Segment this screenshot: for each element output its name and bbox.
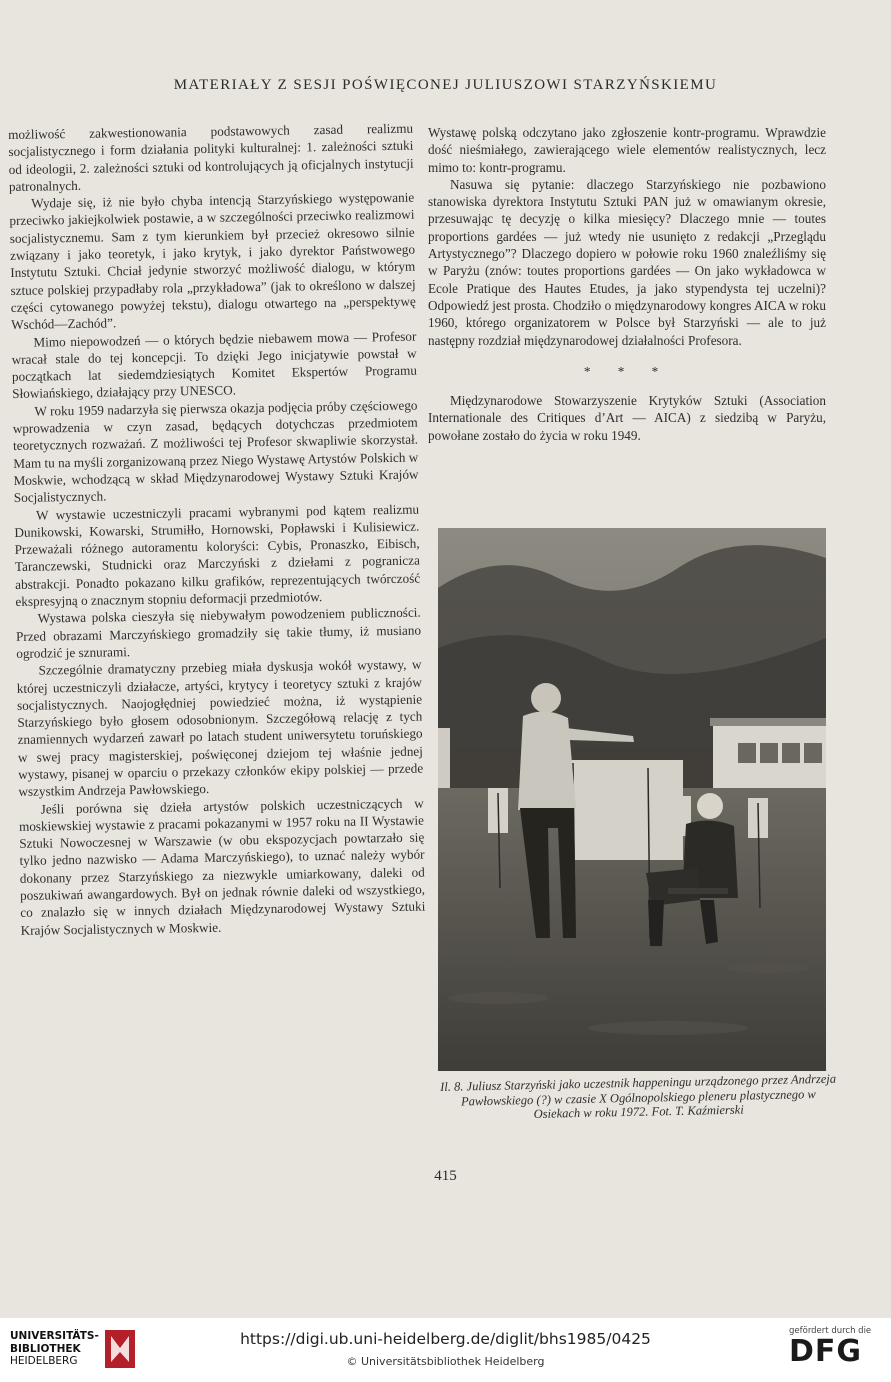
institution-name-line: HEIDELBERG: [10, 1355, 78, 1368]
copyright-notice: © Universitätsbibliothek Heidelberg: [346, 1355, 545, 1368]
institution-name-line: BIBLIOTHEK: [10, 1342, 81, 1355]
photo-caption: Il. 8. Juliusz Starzyński jako uczestnik happeningu urządzonego przez Andrzeja Pawłowskiego (?) w czasie X Ogólnopolskiego pleneru plastycznego w Osiekach w roku 1972. Fot. T. Kaźmierski: [440, 1071, 837, 1122]
left-text-column: [8, 120, 426, 939]
viewer-footer: [0, 1318, 891, 1382]
paragraph: Nasuwa się pytanie: dlaczego Starzyńskiego nie pozbawiono stanowiska dyrektora Instytutu Sztuki PAN już w omawianym okresie, przesuwając tę decyzję o kilka miesięcy? Dlaczego mnie — toutes proportions gardées — już wtedy nie usunięto z redakcji „Przeglądu Artystycznego”? Dlaczego dopiero w połowie roku 1960 znaleźliśmy się w Paryżu (znów: toutes proportions gardées — On jako wykładowca w Ecole Pratique des Hautes Etudes, ja jako stypendysta tej uczelni)? Odpowiedź jest prosta. Chodziło o międzynarodowy kongres AICA w roku 1960, którego organizatorem w Polsce był Starzyński — ale to już następny rozdział międzynarodowej działalności Profesora.: [428, 176, 826, 348]
paragraph: Międzynarodowe Stowarzyszenie Krytyków Sztuki (Association Internationale des Critiques d’Art — AICA) z siedzibą w Paryżu, powołane zostało do życia w roku 1949.: [428, 393, 826, 443]
paragraph: Wystawa polska cieszyła się niebywałym powodzeniem publiczności. Przed obrazami Marczyńskiego gromadziły się takie tłumy, iż musiano ogrodzić je sznurami.: [15, 604, 422, 661]
running-head: MATERIAŁY Z SESJI POŚWIĘCONEJ JULIUSZOWI STARZYŃSKIEMU: [173, 77, 718, 93]
paragraph: W roku 1959 nadarzyła się pierwsza okazja podjęcia próby częściowego wprowadzenia w czyn zasad, będących dotychczas przedmiotem teoretycznych rozważań. Z możliwości tej Profesor skwapliwie skorzystał. Mam tu na myśli zorganizowaną przez Niego Wystawę Artystów Polskich w Moskwie, wchodzącą w skład Międzynarodowej Wystawy Sztuki Krajów Socjalistycznych.: [12, 397, 419, 506]
paragraph: Wystawę polską odczytano jako zgłoszenie kontr-programu. Wprawdzie dość nieśmiałego, zawierającego wiele elementów realistycznych, lecz mimo to: kontr-programu.: [428, 125, 826, 175]
paragraph: W wystawie uczestniczyli pracami wybranymi pod kątem realizmu Dunikowski, Kowarski, Strumiłło, Hornowski, Popławski i Kulisiewicz. Przeważali różnego autoramentu koloryści: Cybis, Pronaszko, Eibisch, Taranczewski, Studnicki oraz Marczyński z dziełami z pogranicza abstrakcji. Ponadto pokazano kilku grafików, reprezentujących twórczość ekspresyjną o znacznym stopniu deformacji przedmiotów.: [14, 501, 421, 609]
paragraph: Jeśli porówna się dzieła artystów polskich uczestniczących w moskiewskiej wystawie z pracami pokazanymi w 1957 roku na II Wystawie Sztuki Nowoczesnej w Warszawie (w obu ekspozycjach powtarzało się tylko jedno nazwisko — Adama Marczyńskiego), to uznać należy wybór dokonany przez Starzyńskiego za niezwykle umiarkowany, daleki od poszukiwań awangardowych. Był on jednak równie daleki od wszystkiego, co znalazło się w innych działach Międzynarodowej Wystawy Sztuki Krajów Socjalistycznych w Moskwie.: [18, 795, 426, 938]
sponsor-label: gefördert durch die: [789, 1326, 872, 1336]
right-text-column: [428, 124, 826, 444]
dfg-logo: DFG: [789, 1334, 863, 1369]
paragraph: możliwość zakwestionowania podstawowych zasad realizmu socjalistycznego i form działania polityki kulturalnej: 1. zależności sztuki od ideologii, 2. zależności sztuki od kontrolujących ją oficjalnych instytucji patronalnych.: [8, 120, 414, 194]
dfg-sponsor[interactable]: [789, 1326, 879, 1368]
paragraph: Mimo niepowodzeń — o których będzie niebawem mowa — Profesor wracał stale do tej koncepcji. To dzięki Jego inicjatywie powstał w początkach lat siedemdziesiątych Komitet Ekspertów Programu Słowiańskiego, działający przy UNESCO.: [11, 328, 418, 402]
institution-name-line: UNIVERSITÄTS-: [10, 1330, 99, 1343]
page-number: 415: [434, 1168, 457, 1184]
happening-photograph: [438, 528, 826, 1071]
permalink-url[interactable]: https://digi.ub.uni-heidelberg.de/diglit/bhs1985/0425: [240, 1330, 651, 1348]
section-break: * * *: [583, 363, 671, 379]
paragraph: Szczególnie dramatyczny przebieg miała dyskusja wokół wystawy, w której uczestniczyli działacze, artyści, krytycy i teoretycy sztuki z krajów socjalistycznych. Naojogłędniej powiedzieć można, iż wystąpienie Starzyńskiego było głosem odosobnionym. Szczegółową relację z tych znamiennych wydarzeń zawarł po latach student uniwersytetu toruńskiego w swej pracy magisterskiej, poświęconej dziejom tej właśnie jednej wystawy, pisanej w oparciu o przekazy członków ekipy polskiej — przede wszystkim Andrzeja Pawłowskiego.: [16, 656, 424, 800]
paragraph: Wydaje się, iż nie było chyba intencją Starzyńskiego występowanie przeciwko jakiejkolwiek postawie, a w szczególności przeciwko realizmowi socjalistycznemu. Sam z tym kierunkiem był przecież okresowo silnie związany i jako teoretyk, i jako krytyk, i jako dyrektor Państwowego Instytutu Sztuki. Chciał jedynie stworzyć możliwość dialogu, w którym sztuce polskiej przypadłaby rola „przykładowa” (jak to określono w dalszej części cytowanego powyżej tekstu), dialogu otwartego na „perspektywę Wschód—Zachód”.: [9, 189, 416, 333]
